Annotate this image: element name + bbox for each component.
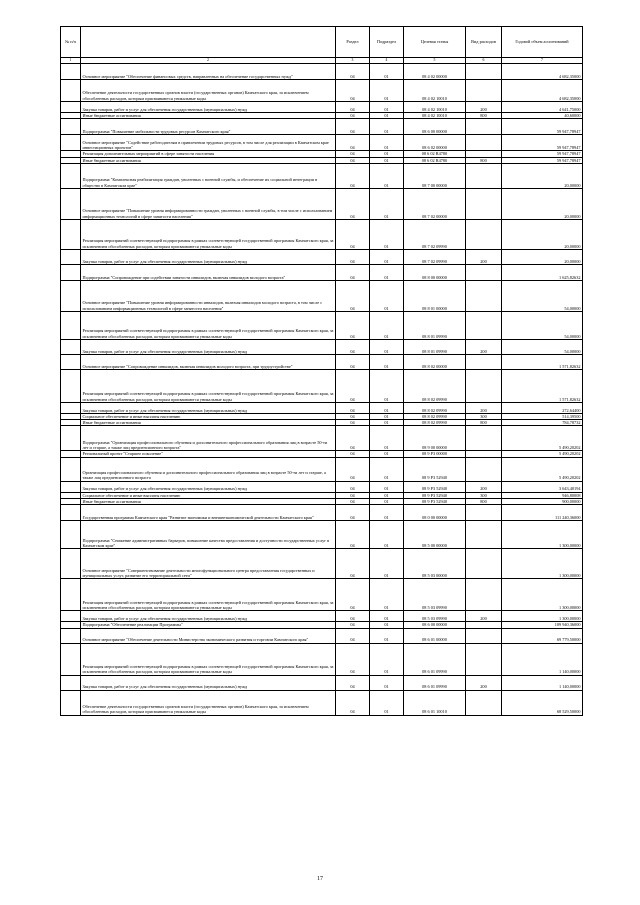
row-expense-cell: 200 bbox=[466, 402, 502, 413]
row-subsection-cell: 01 bbox=[370, 369, 404, 402]
row-target-cell: 08 9 P3 52940 bbox=[404, 499, 466, 505]
row-total-cell: 5 490,20202 bbox=[502, 457, 583, 481]
row-num-cell bbox=[61, 354, 81, 369]
row-name-cell: Закупка товаров, работ и услуг для обеспечения государственных (муниципальных) нужд bbox=[81, 402, 336, 413]
row-section-cell: 04 bbox=[336, 521, 370, 549]
row-total-cell: 784,78732 bbox=[502, 420, 583, 426]
row-target-cell: 08 5 03 09990 bbox=[404, 611, 466, 622]
row-total-cell: 40,60000 bbox=[502, 113, 583, 119]
row-subsection-cell: 01 bbox=[370, 481, 404, 492]
row-name-cell: Закупка товаров, работ и услуг для обеспечения государственных (муниципальных) нужд bbox=[81, 102, 336, 113]
row-expense-cell: 800 bbox=[466, 499, 502, 505]
table-row bbox=[61, 426, 583, 451]
table-row bbox=[61, 280, 583, 311]
table-row bbox=[61, 521, 583, 549]
row-expense-cell: 200 bbox=[466, 611, 502, 622]
row-num-cell bbox=[61, 521, 81, 549]
row-target-cell: 08 6 00 00000 bbox=[404, 119, 466, 135]
row-section-cell: 04 bbox=[336, 675, 370, 690]
row-num-cell bbox=[61, 163, 81, 188]
row-subsection-cell: 01 bbox=[370, 280, 404, 311]
row-num-cell bbox=[61, 505, 81, 521]
row-total-cell: 68 529,50000 bbox=[502, 690, 583, 715]
row-expense-cell bbox=[466, 369, 502, 402]
row-section-cell: 04 bbox=[336, 64, 370, 80]
row-total-cell: 59 947,78947 bbox=[502, 157, 583, 163]
table-row bbox=[61, 135, 583, 151]
row-section-cell: 04 bbox=[336, 402, 370, 413]
row-target-cell: 08 8 02 09990 bbox=[404, 402, 466, 413]
row-total-cell: 900,00000 bbox=[502, 499, 583, 505]
table-row bbox=[61, 219, 583, 249]
row-name-cell: Подпрограмма "Обеспечение реализации Программы" bbox=[81, 622, 336, 628]
row-total-cell: 59 947,78947 bbox=[502, 135, 583, 151]
row-name-cell: Иные бюджетные ассигнования bbox=[81, 499, 336, 505]
row-name-cell: Основное мероприятие "Повышение уровня информированности инвалидов, включая инвалидов молодого возраста, в том числе с использованием информационных технологий в сфере занятости населения" bbox=[81, 280, 336, 311]
row-subsection-cell: 01 bbox=[370, 579, 404, 611]
row-expense-cell: 300 bbox=[466, 413, 502, 419]
row-section-cell: 04 bbox=[336, 119, 370, 135]
row-section-cell: 04 bbox=[336, 426, 370, 451]
row-section-cell: 04 bbox=[336, 579, 370, 611]
row-expense-cell bbox=[466, 521, 502, 549]
row-target-cell: 08 5 03 00000 bbox=[404, 549, 466, 579]
row-section-cell: 04 bbox=[336, 135, 370, 151]
row-expense-cell bbox=[466, 354, 502, 369]
row-total-cell: 4 641,75000 bbox=[502, 102, 583, 113]
row-section-cell: 04 bbox=[336, 354, 370, 369]
table-row bbox=[61, 690, 583, 715]
row-num-cell bbox=[61, 457, 81, 481]
row-num-cell bbox=[61, 675, 81, 690]
row-total-cell: 3 643,40194 bbox=[502, 481, 583, 492]
row-subsection-cell: 01 bbox=[370, 611, 404, 622]
table-row bbox=[61, 119, 583, 135]
row-subsection-cell: 01 bbox=[370, 188, 404, 219]
row-subsection-cell: 01 bbox=[370, 151, 404, 157]
row-section-cell: 04 bbox=[336, 113, 370, 119]
row-section-cell: 04 bbox=[336, 690, 370, 715]
row-subsection-cell: 01 bbox=[370, 219, 404, 249]
row-expense-cell bbox=[466, 643, 502, 675]
row-name-cell: Иные бюджетные ассигнования bbox=[81, 420, 336, 426]
row-section-cell: 04 bbox=[336, 311, 370, 339]
row-expense-cell bbox=[466, 64, 502, 80]
row-target-cell: 08 7 02 09990 bbox=[404, 219, 466, 249]
row-subsection-cell: 01 bbox=[370, 451, 404, 457]
row-subsection-cell: 01 bbox=[370, 420, 404, 426]
row-section-cell: 04 bbox=[336, 151, 370, 157]
row-target-cell: 08 5 00 00000 bbox=[404, 521, 466, 549]
row-target-cell: 08 6 00 00000 bbox=[404, 622, 466, 628]
row-name-cell: Закупка товаров, работ и услуг для обеспечения государственных (муниципальных) нужд bbox=[81, 675, 336, 690]
row-section-cell: 04 bbox=[336, 339, 370, 354]
row-num-cell bbox=[61, 311, 81, 339]
row-subsection-cell: 01 bbox=[370, 264, 404, 280]
row-name-cell: Реализация мероприятий соответствующей подпрограммы в рамках соответствующей государственной программы Камчатского края, за исключением обособленных расходов, которым присваиваются уникальные коды bbox=[81, 643, 336, 675]
row-section-cell: 04 bbox=[336, 249, 370, 264]
page-number: 17 bbox=[317, 876, 323, 882]
row-subsection-cell: 01 bbox=[370, 249, 404, 264]
row-subsection-cell: 01 bbox=[370, 413, 404, 419]
table-row bbox=[61, 249, 583, 264]
row-subsection-cell: 01 bbox=[370, 426, 404, 451]
row-subsection-cell: 01 bbox=[370, 492, 404, 498]
row-target-cell: 08 8 02 09990 bbox=[404, 413, 466, 419]
row-subsection-cell: 01 bbox=[370, 102, 404, 113]
row-subsection-cell: 01 bbox=[370, 157, 404, 163]
row-name-cell: Реализация мероприятий соответствующей подпрограммы в рамках соответствующей государственной программы Камчатского края, за исключением обособленных расходов, которым присваиваются уникальные коды bbox=[81, 369, 336, 402]
row-subsection-cell: 01 bbox=[370, 628, 404, 643]
row-num-cell bbox=[61, 643, 81, 675]
row-subsection-cell: 01 bbox=[370, 402, 404, 413]
row-name-cell: Подпрограмма "Снижение административных барьеров, повышение качества предоставления и доступности государственных услуг в Камчатском крае" bbox=[81, 521, 336, 549]
row-subsection-cell: 01 bbox=[370, 675, 404, 690]
column-number: 1 bbox=[61, 58, 81, 64]
row-name-cell: Подпрограмма "Комплексная реабилитация граждан, уволенных с военной службы, и обеспечение их социальной интеграции в общество в Камчатском крае" bbox=[81, 163, 336, 188]
row-subsection-cell: 01 bbox=[370, 643, 404, 675]
row-expense-cell bbox=[466, 628, 502, 643]
row-total-cell: 514,39500 bbox=[502, 413, 583, 419]
table-row bbox=[61, 354, 583, 369]
row-target-cell: 08 6 01 09990 bbox=[404, 675, 466, 690]
row-num-cell bbox=[61, 64, 81, 80]
row-total-cell: 1 140,00000 bbox=[502, 643, 583, 675]
row-subsection-cell: 01 bbox=[370, 505, 404, 521]
row-num-cell bbox=[61, 280, 81, 311]
row-total-cell: 20,00000 bbox=[502, 188, 583, 219]
row-total-cell: 59 947,78947 bbox=[502, 119, 583, 135]
row-name-cell: Закупка товаров, работ и услуг для обеспечения государственных (муниципальных) нужд bbox=[81, 339, 336, 354]
row-expense-cell bbox=[466, 219, 502, 249]
row-num-cell bbox=[61, 219, 81, 249]
row-name-cell: Организация профессионального обучения и дополнительного профессионального образования лиц в возрасте 50-ти лет и старше, а также лиц предпенсионного возраста bbox=[81, 457, 336, 481]
row-num-cell bbox=[61, 690, 81, 715]
row-expense-cell bbox=[466, 280, 502, 311]
row-total-cell: 4 682,35000 bbox=[502, 80, 583, 102]
row-expense-cell: 200 bbox=[466, 675, 502, 690]
row-expense-cell bbox=[466, 119, 502, 135]
row-subsection-cell: 01 bbox=[370, 457, 404, 481]
row-num-cell bbox=[61, 579, 81, 611]
row-target-cell: 08 8 02 09990 bbox=[404, 420, 466, 426]
table-row bbox=[61, 264, 583, 280]
row-name-cell: Основное мероприятие "Совершенствование деятельности многофункционального центра предоставления государственных и муниципальных услуг, развитие его территориальной сети" bbox=[81, 549, 336, 579]
row-subsection-cell: 01 bbox=[370, 163, 404, 188]
column-number: 4 bbox=[370, 58, 404, 64]
row-total-cell: 1 300,00000 bbox=[502, 611, 583, 622]
row-target-cell: 08 6 02 R4780 bbox=[404, 151, 466, 157]
row-expense-cell: 800 bbox=[466, 157, 502, 163]
row-name-cell: Основное мероприятие "Содействие работодателям в привлечении трудовых ресурсов, в том числе для реализации в Камчатском крае инвестиционных проектов" bbox=[81, 135, 336, 151]
row-expense-cell bbox=[466, 579, 502, 611]
row-name-cell: Иные бюджетные ассигнования bbox=[81, 157, 336, 163]
row-num-cell bbox=[61, 339, 81, 354]
row-target-cell: 08 8 02 09990 bbox=[404, 369, 466, 402]
row-target-cell: 08 8 02 00000 bbox=[404, 354, 466, 369]
row-total-cell: 1 300,00000 bbox=[502, 549, 583, 579]
row-expense-cell: 200 bbox=[466, 339, 502, 354]
row-section-cell: 04 bbox=[336, 628, 370, 643]
row-total-cell: 4 682,35000 bbox=[502, 64, 583, 80]
row-total-cell: 20,00000 bbox=[502, 219, 583, 249]
table-row bbox=[61, 369, 583, 402]
row-section-cell: 04 bbox=[336, 264, 370, 280]
budget-document bbox=[60, 26, 582, 716]
table-row bbox=[61, 549, 583, 579]
row-expense-cell bbox=[466, 457, 502, 481]
row-num-cell bbox=[61, 135, 81, 151]
row-total-cell: 272,64400 bbox=[502, 402, 583, 413]
header-section: Раздел bbox=[336, 27, 370, 58]
row-target-cell: 08 4 02 10010 bbox=[404, 102, 466, 113]
row-target-cell: 08 6 02 00000 bbox=[404, 135, 466, 151]
row-total-cell: 111 240,36000 bbox=[502, 505, 583, 521]
row-expense-cell bbox=[466, 505, 502, 521]
header-subsection: Подраздел bbox=[370, 27, 404, 58]
row-section-cell: 04 bbox=[336, 157, 370, 163]
row-subsection-cell: 01 bbox=[370, 354, 404, 369]
row-total-cell: 1 571,82632 bbox=[502, 354, 583, 369]
row-expense-cell bbox=[466, 311, 502, 339]
row-subsection-cell: 01 bbox=[370, 690, 404, 715]
row-total-cell: 54,00000 bbox=[502, 311, 583, 339]
row-target-cell: 08 7 02 09990 bbox=[404, 249, 466, 264]
row-name-cell: Реализация мероприятий соответствующей подпрограммы в рамках соответствующей государственной программы Камчатского края, за исключением обособленных расходов, которым присваиваются уникальные коды bbox=[81, 311, 336, 339]
row-num-cell bbox=[61, 628, 81, 643]
row-target-cell: 08 6 01 09990 bbox=[404, 643, 466, 675]
row-name-cell: Закупка товаров, работ и услуг для обеспечения государственных (муниципальных) нужд bbox=[81, 611, 336, 622]
row-section-cell: 04 bbox=[336, 369, 370, 402]
row-target-cell: 08 6 01 10010 bbox=[404, 690, 466, 715]
row-num-cell bbox=[61, 426, 81, 451]
row-target-cell: 08 9 P3 00000 bbox=[404, 451, 466, 457]
row-target-cell: 08 7 00 00000 bbox=[404, 163, 466, 188]
row-section-cell: 04 bbox=[336, 188, 370, 219]
row-expense-cell bbox=[466, 264, 502, 280]
row-target-cell: 08 6 02 R4780 bbox=[404, 157, 466, 163]
row-target-cell: 08 7 02 00000 bbox=[404, 188, 466, 219]
row-subsection-cell: 01 bbox=[370, 311, 404, 339]
row-section-cell: 04 bbox=[336, 219, 370, 249]
row-name-cell: Реализация мероприятий соответствующей подпрограммы в рамках соответствующей государственной программы Камчатского края, за исключением обособленных расходов, которым присваиваются уникальные коды bbox=[81, 579, 336, 611]
table-row bbox=[61, 339, 583, 354]
row-total-cell: 1 625,82632 bbox=[502, 264, 583, 280]
column-number: 6 bbox=[466, 58, 502, 64]
table-body bbox=[61, 64, 583, 716]
table-row bbox=[61, 163, 583, 188]
row-expense-cell bbox=[466, 80, 502, 102]
row-name-cell: Подпрограмма "Сопровождение при содействии занятости инвалидов, включая инвалидов молодого возраста" bbox=[81, 264, 336, 280]
row-target-cell: 08 6 01 00000 bbox=[404, 628, 466, 643]
budget-table bbox=[60, 26, 583, 716]
row-name-cell: Иные бюджетные ассигнования bbox=[81, 113, 336, 119]
row-expense-cell bbox=[466, 549, 502, 579]
row-num-cell bbox=[61, 369, 81, 402]
column-number: 3 bbox=[336, 58, 370, 64]
row-subsection-cell: 01 bbox=[370, 521, 404, 549]
row-section-cell: 04 bbox=[336, 492, 370, 498]
header-num: № п/п bbox=[61, 27, 81, 58]
row-total-cell: 54,00000 bbox=[502, 339, 583, 354]
row-expense-cell bbox=[466, 163, 502, 188]
row-section-cell: 04 bbox=[336, 420, 370, 426]
row-subsection-cell: 01 bbox=[370, 80, 404, 102]
row-expense-cell bbox=[466, 135, 502, 151]
row-name-cell: Социальное обеспечение и иные выплаты населению bbox=[81, 492, 336, 498]
column-number: 5 bbox=[404, 58, 466, 64]
row-name-cell: Реализация дополнительных мероприятий в сфере занятости населения bbox=[81, 151, 336, 157]
row-subsection-cell: 01 bbox=[370, 135, 404, 151]
row-total-cell: 109 940,36000 bbox=[502, 622, 583, 628]
header-target: Целевая статья bbox=[404, 27, 466, 58]
table-row bbox=[61, 402, 583, 413]
table-row bbox=[61, 311, 583, 339]
row-section-cell: 04 bbox=[336, 457, 370, 481]
row-name-cell: Подпрограмма "Организация профессионального обучения и дополнительного профессионального образования лиц в возрасте 50-ти лет и старше, а также лиц предпенсионного возраста" bbox=[81, 426, 336, 451]
row-expense-cell: 200 bbox=[466, 481, 502, 492]
row-num-cell bbox=[61, 481, 81, 492]
row-total-cell: 59 947,78947 bbox=[502, 151, 583, 157]
row-num-cell bbox=[61, 119, 81, 135]
row-total-cell: 1 300,00000 bbox=[502, 521, 583, 549]
table-header-row bbox=[61, 27, 583, 58]
row-target-cell: 08 8 01 00000 bbox=[404, 280, 466, 311]
row-total-cell: 946,80008 bbox=[502, 492, 583, 498]
row-section-cell: 04 bbox=[336, 611, 370, 622]
table-row bbox=[61, 628, 583, 643]
column-number: 7 bbox=[502, 58, 583, 64]
row-total-cell: 69 779,50000 bbox=[502, 628, 583, 643]
header-expense: Вид расходов bbox=[466, 27, 502, 58]
row-name-cell: Социальное обеспечение и иные выплаты населению bbox=[81, 413, 336, 419]
row-section-cell: 04 bbox=[336, 481, 370, 492]
row-target-cell: 08 4 02 00000 bbox=[404, 64, 466, 80]
table-row bbox=[61, 481, 583, 492]
row-expense-cell: 200 bbox=[466, 102, 502, 113]
row-name-cell: Основное мероприятие "Обеспечение финансовых средств, направленных на обеспечение государственных нужд" bbox=[81, 64, 336, 80]
row-subsection-cell: 01 bbox=[370, 64, 404, 80]
row-section-cell: 04 bbox=[336, 163, 370, 188]
row-section-cell: 04 bbox=[336, 413, 370, 419]
row-name-cell: Основное мероприятие "Обеспечение деятельности Министерства экономического развития и торговли Камчатского края" bbox=[81, 628, 336, 643]
header-total: Годовой объем ассигнований bbox=[502, 27, 583, 58]
row-num-cell bbox=[61, 264, 81, 280]
row-total-cell: 5 490,20202 bbox=[502, 426, 583, 451]
row-section-cell: 04 bbox=[336, 102, 370, 113]
row-target-cell: 08 4 02 10010 bbox=[404, 113, 466, 119]
row-num-cell bbox=[61, 188, 81, 219]
row-num-cell bbox=[61, 102, 81, 113]
row-subsection-cell: 01 bbox=[370, 499, 404, 505]
table-row bbox=[61, 643, 583, 675]
row-target-cell: 08 9 P3 52940 bbox=[404, 457, 466, 481]
row-section-cell: 04 bbox=[336, 622, 370, 628]
row-target-cell: 08 8 00 00000 bbox=[404, 264, 466, 280]
row-subsection-cell: 01 bbox=[370, 113, 404, 119]
row-expense-cell: 200 bbox=[466, 249, 502, 264]
row-expense-cell: 300 bbox=[466, 492, 502, 498]
row-num-cell bbox=[61, 80, 81, 102]
row-name-cell: Обеспечение деятельности государственных органов власти (государственных органов) Камчатского края, за исключением обособленных расходов, которым присваиваются уникальные коды bbox=[81, 80, 336, 102]
row-target-cell: 08 5 03 09990 bbox=[404, 579, 466, 611]
row-expense-cell bbox=[466, 690, 502, 715]
table-row bbox=[61, 675, 583, 690]
table-row bbox=[61, 579, 583, 611]
row-target-cell: 08 0 00 00000 bbox=[404, 505, 466, 521]
row-total-cell: 54,00000 bbox=[502, 280, 583, 311]
row-target-cell: 08 8 01 09990 bbox=[404, 311, 466, 339]
row-section-cell: 04 bbox=[336, 451, 370, 457]
row-name-cell: Закупка товаров, работ и услуг для обеспечения государственных (муниципальных) нужд bbox=[81, 481, 336, 492]
row-target-cell: 08 4 02 10010 bbox=[404, 80, 466, 102]
table-row bbox=[61, 102, 583, 113]
row-total-cell: 1 300,00000 bbox=[502, 579, 583, 611]
row-name-cell: Региональный проект "Старшее поколение" bbox=[81, 451, 336, 457]
table-row bbox=[61, 80, 583, 102]
table-row bbox=[61, 64, 583, 80]
row-subsection-cell: 01 bbox=[370, 622, 404, 628]
row-total-cell: 5 490,20202 bbox=[502, 451, 583, 457]
row-section-cell: 04 bbox=[336, 80, 370, 102]
row-total-cell: 20,00000 bbox=[502, 163, 583, 188]
table-row bbox=[61, 188, 583, 219]
row-total-cell: 20,00000 bbox=[502, 249, 583, 264]
row-total-cell: 1 571,82632 bbox=[502, 369, 583, 402]
row-subsection-cell: 01 bbox=[370, 339, 404, 354]
row-expense-cell bbox=[466, 188, 502, 219]
row-expense-cell: 800 bbox=[466, 113, 502, 119]
row-name-cell: Подпрограмма "Повышение мобильности трудовых ресурсов Камчатского края" bbox=[81, 119, 336, 135]
row-section-cell: 04 bbox=[336, 280, 370, 311]
row-total-cell: 1 140,00000 bbox=[502, 675, 583, 690]
row-target-cell: 08 8 01 09990 bbox=[404, 339, 466, 354]
row-section-cell: 04 bbox=[336, 549, 370, 579]
header-name bbox=[81, 27, 336, 58]
row-section-cell: 04 bbox=[336, 499, 370, 505]
row-target-cell: 08 9 P3 52940 bbox=[404, 481, 466, 492]
row-expense-cell: 800 bbox=[466, 420, 502, 426]
row-num-cell bbox=[61, 611, 81, 622]
row-name-cell: Закупка товаров, работ и услуг для обеспечения государственных (муниципальных) нужд bbox=[81, 249, 336, 264]
table-row bbox=[61, 505, 583, 521]
column-number: 2 bbox=[81, 58, 336, 64]
row-num-cell bbox=[61, 249, 81, 264]
table-row bbox=[61, 457, 583, 481]
row-num-cell bbox=[61, 402, 81, 413]
row-name-cell: Реализация мероприятий соответствующей подпрограммы в рамках соответствующей государственной программы Камчатского края, за исключением обособленных расходов, которым присваиваются уникальные коды bbox=[81, 219, 336, 249]
row-expense-cell bbox=[466, 426, 502, 451]
row-target-cell: 08 9 P3 52940 bbox=[404, 492, 466, 498]
table-row bbox=[61, 611, 583, 622]
row-name-cell: Государственная программа Камчатского края "Развитие экономики и внешнеэкономической деятельности Камчатского края" bbox=[81, 505, 336, 521]
row-name-cell: Основное мероприятие "Сопровождение инвалидов, включая инвалидов молодого возраста, при трудоустройстве" bbox=[81, 354, 336, 369]
row-subsection-cell: 01 bbox=[370, 119, 404, 135]
row-name-cell: Основное мероприятие "Повышение уровня информированности граждан, уволенных с военной службы, в том числе с использованием информационных технологий в сфере занятости населения" bbox=[81, 188, 336, 219]
row-section-cell: 04 bbox=[336, 505, 370, 521]
row-num-cell bbox=[61, 549, 81, 579]
row-section-cell: 04 bbox=[336, 643, 370, 675]
row-target-cell: 08 9 00 00000 bbox=[404, 426, 466, 451]
row-name-cell: Обеспечение деятельности государственных органов власти (государственных органов) Камчатского края, за исключением обособленных расходов, которым присваиваются уникальные коды bbox=[81, 690, 336, 715]
row-subsection-cell: 01 bbox=[370, 549, 404, 579]
